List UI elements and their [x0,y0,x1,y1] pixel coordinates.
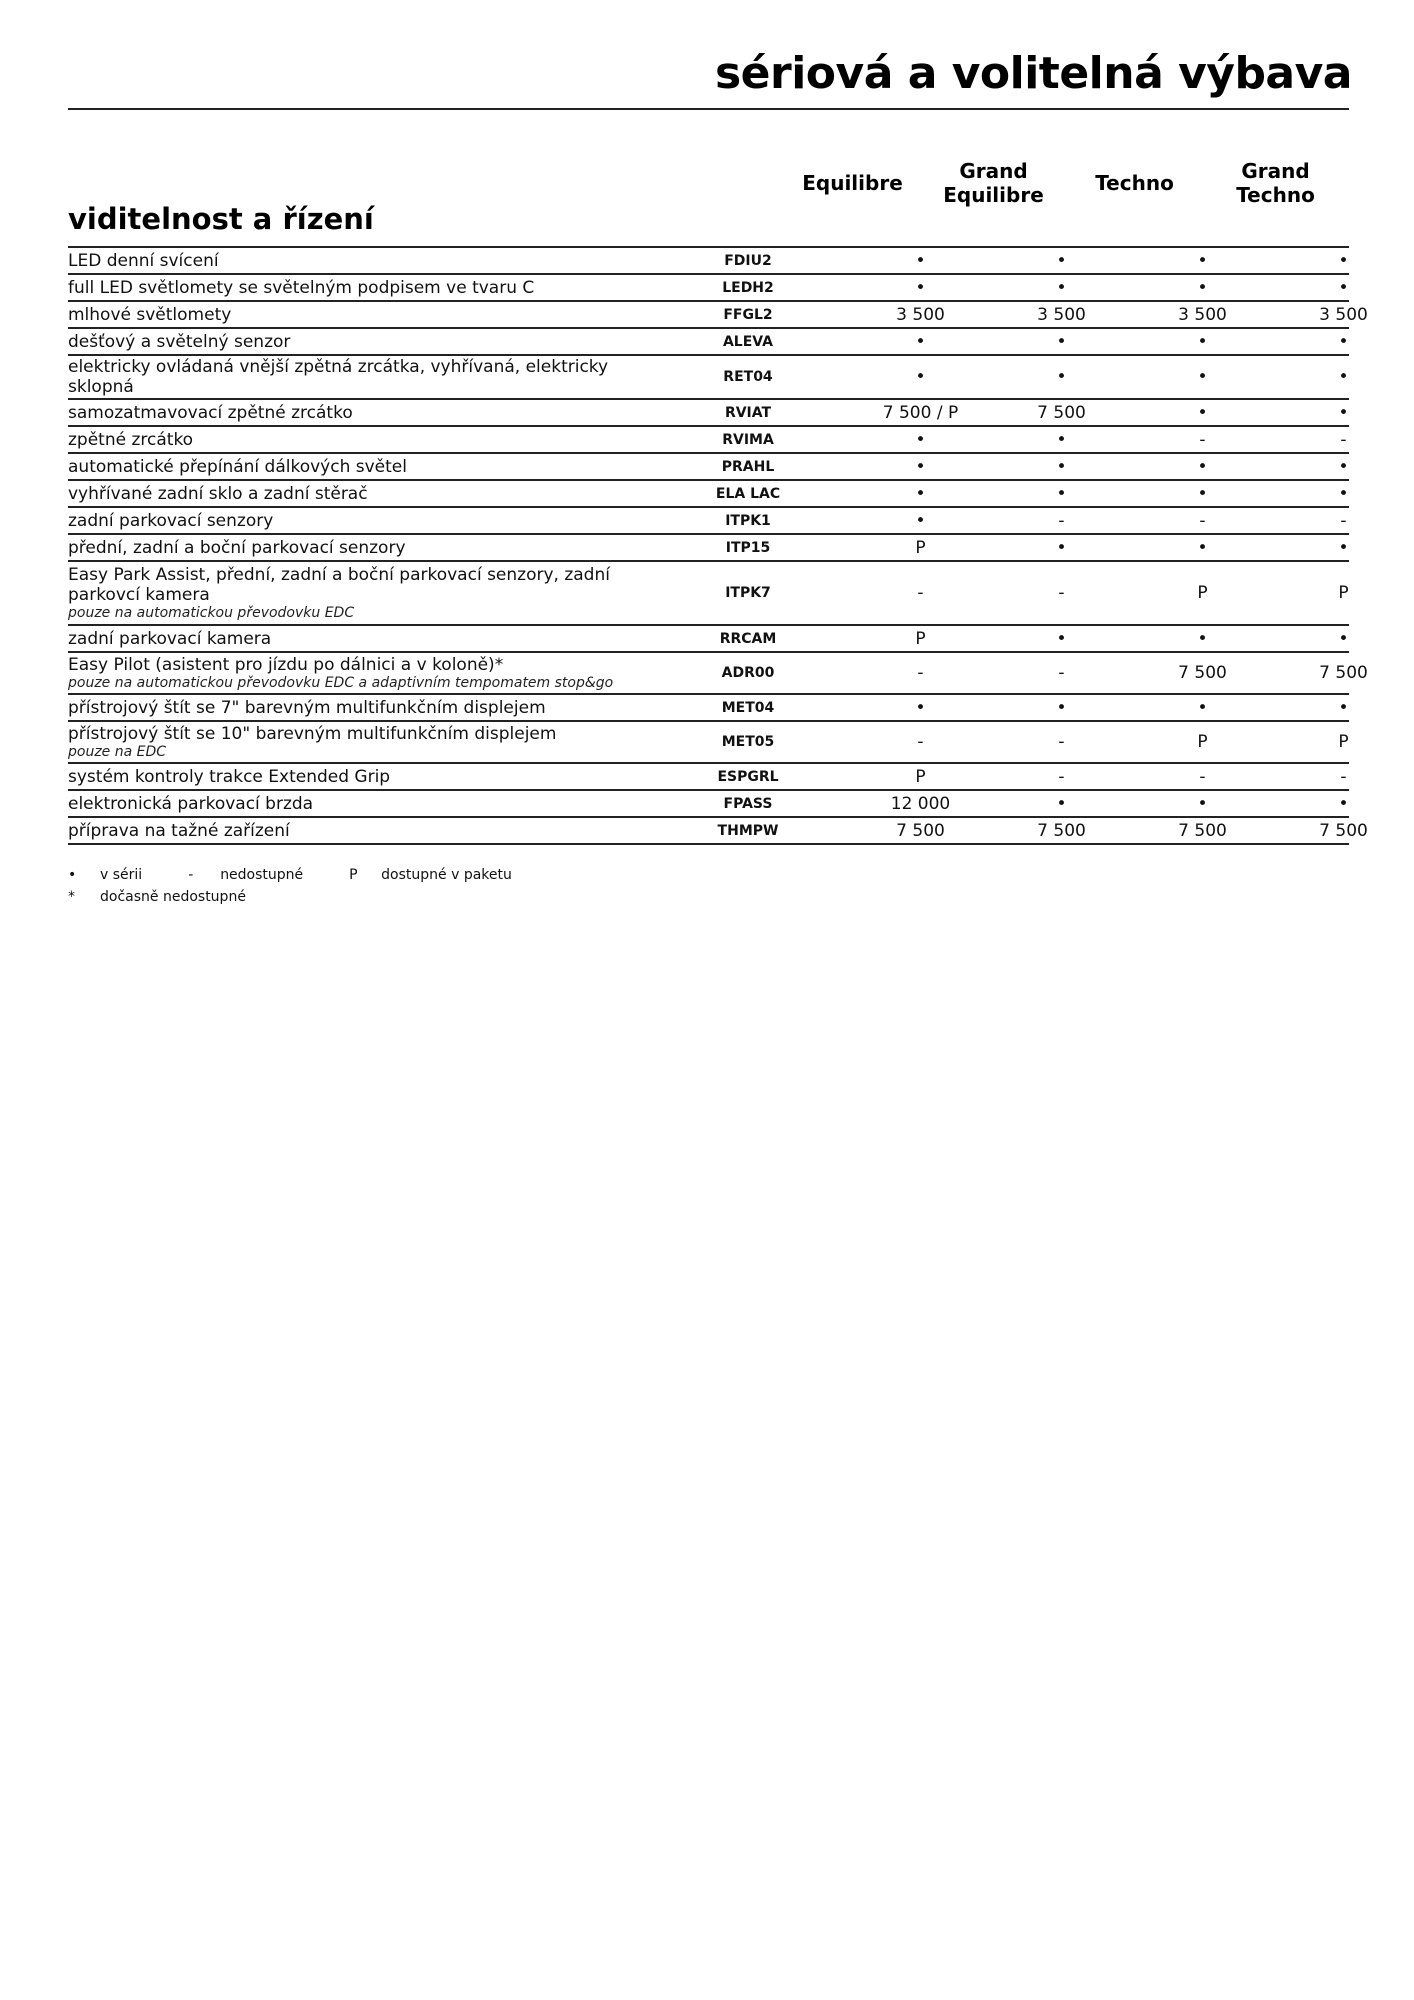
equipment-code: PRAHL [721,458,775,475]
equipment-code: ITPK1 [725,512,771,529]
table-row [68,356,1349,400]
equipment-code: FPASS [723,795,773,812]
equipment-description [68,820,648,842]
table-row [68,275,1349,302]
legend-standard-symbol: • [68,867,77,883]
value-grand-techno: • [1338,456,1349,477]
value-grand-equilibre: • [1056,331,1067,352]
table-row [68,791,1349,818]
value-grand-techno: - [1340,766,1347,787]
value-equilibre: 7 500 [896,820,945,841]
equipment-code: RVIAT [724,404,772,421]
equipment-description [68,537,648,559]
table-row [68,400,1349,427]
value-equilibre: P [915,766,926,787]
equipment-label: elektronická parkovací brzda [68,793,314,814]
title-divider [68,108,1349,110]
value-grand-techno: • [1338,277,1349,298]
value-grand-techno: 7 500 [1319,663,1368,683]
value-techno: • [1197,402,1208,423]
legend-standard-text: v sérii [100,867,143,883]
value-grand-equilibre: 7 500 [1037,820,1086,841]
legend-row [68,886,558,908]
value-grand-techno: - [1340,510,1347,531]
equipment-label: přední, zadní a boční parkovací senzory [68,537,406,558]
equipment-code: FFGL2 [723,306,773,323]
table-row [68,653,1368,695]
equipment-code: LEDH2 [722,279,774,296]
equipment-code: ALEVA [722,333,774,350]
legend-temporary-text: dočasně nedostupné [100,889,246,905]
equipment-code: THMPW [717,822,779,839]
table-row [68,722,1349,764]
value-techno: • [1197,367,1208,387]
value-equilibre: - [917,732,924,752]
equipment-description [68,356,648,398]
value-grand-equilibre: • [1056,250,1067,271]
value-techno: • [1197,793,1208,814]
value-techno: • [1197,277,1208,298]
value-equilibre: 12 000 [890,793,951,814]
equipment-label: full LED světlomety se světelným podpisem ve tvaru C [68,277,535,298]
equipment-note: pouze na automatickou převodovku EDC a adaptivním tempomatem stop&go [68,675,614,691]
equipment-description [68,654,648,692]
legend [68,864,558,908]
table-row [68,562,1349,626]
equipment-label: přístrojový štít se 10" barevným multifunkčním displejem [68,724,557,744]
value-grand-techno: • [1338,483,1349,504]
equipment-label: příprava na tažné zařízení [68,820,290,841]
table-row [68,329,1349,356]
equipment-description [68,331,648,353]
value-techno: - [1199,766,1206,787]
equipment-code: MET04 [721,699,775,716]
equipment-label: automatické přepínání dálkových světel [68,456,407,477]
equipment-code: ADR00 [721,665,775,681]
value-grand-equilibre: • [1056,277,1067,298]
value-techno: • [1197,697,1208,718]
table-row [68,626,1349,653]
value-grand-equilibre: - [1058,583,1065,603]
value-equilibre: • [915,250,926,271]
equipment-label: přístrojový štít se 7" barevným multifunkčním displejem [68,697,546,718]
value-grand-equilibre: • [1056,793,1067,814]
value-grand-equilibre: - [1058,663,1065,683]
value-grand-techno: • [1338,331,1349,352]
value-equilibre: • [915,510,926,531]
value-equilibre: • [915,277,926,298]
equipment-label: dešťový a světelný senzor [68,331,291,352]
equipment-note: pouze na automatickou převodovku EDC [68,605,355,621]
value-grand-techno: • [1338,402,1349,423]
legend-unavailable-text: nedostupné [220,867,304,883]
equipment-code: MET05 [721,734,775,750]
value-equilibre: 3 500 [896,304,945,325]
value-techno: 7 500 [1178,663,1227,683]
value-grand-techno: 7 500 [1319,820,1368,841]
column-header-equilibre: Equilibre [802,171,903,195]
equipment-description [68,628,648,650]
value-grand-techno: • [1338,697,1349,718]
value-equilibre: • [915,367,926,387]
equipment-code: ELA LAC [715,485,781,502]
equipment-description [68,510,648,532]
table-row [68,818,1368,845]
value-grand-equilibre: • [1056,367,1067,387]
page-title: sériová a volitelná výbava [714,48,1352,99]
value-grand-equilibre: • [1056,483,1067,504]
value-grand-techno: • [1338,537,1349,558]
equipment-code: ESPGRL [717,768,779,785]
legend-package-text: dostupné v paketu [381,867,512,883]
value-techno: • [1197,537,1208,558]
equipment-description [68,483,648,505]
table-row [68,695,1349,722]
equipment-description [68,766,648,788]
column-header-techno: Techno [1095,171,1174,195]
column-header-grand-techno: Grand Techno [1236,159,1315,207]
value-equilibre: - [917,583,924,603]
value-grand-techno: • [1338,628,1349,649]
value-techno: 3 500 [1178,304,1227,325]
table-row [68,481,1349,508]
value-grand-equilibre: • [1056,628,1067,649]
equipment-note: pouze na EDC [68,744,167,760]
value-techno: P [1197,583,1208,603]
equipment-description [68,304,648,326]
equipment-description [68,564,648,622]
value-grand-equilibre: - [1058,766,1065,787]
value-grand-equilibre: 7 500 [1037,402,1086,423]
value-techno: • [1197,456,1208,477]
value-grand-equilibre: • [1056,429,1067,450]
table-row [68,302,1368,329]
value-grand-techno: P [1338,583,1349,603]
value-techno: 7 500 [1178,820,1227,841]
equipment-code: ITPK7 [725,585,771,601]
legend-unavailable-symbol: - [188,867,194,883]
value-techno: • [1197,628,1208,649]
table-row [68,454,1349,481]
equipment-label: LED denní svícení [68,250,219,271]
equipment-description [68,429,648,451]
table-row [68,535,1349,562]
value-grand-equilibre: • [1056,697,1067,718]
value-techno: - [1199,429,1206,450]
table-row [68,508,1349,535]
value-grand-techno: • [1338,250,1349,271]
equipment-code: RRCAM [719,630,777,647]
value-techno: P [1197,732,1208,752]
equipment-label: Easy Pilot (asistent pro jízdu po dálnici a v koloně)* [68,655,504,675]
equipment-label: Easy Park Assist, přední, zadní a boční parkovací senzory, zadní parkovcí kamera [68,565,610,605]
value-equilibre: • [915,429,926,450]
value-equilibre: • [915,483,926,504]
equipment-code: RVIMA [722,431,774,448]
equipment-label: mlhové světlomety [68,304,232,325]
value-grand-techno: - [1340,429,1347,450]
table-row [68,764,1349,791]
column-header-grand-equilibre: Grand Equilibre [943,159,1044,207]
legend-package-symbol: P [349,867,358,883]
equipment-label: zpětné zrcátko [68,429,194,450]
table-row [68,427,1349,454]
value-equilibre: P [915,537,926,558]
equipment-description [68,250,648,272]
equipment-description [68,456,648,478]
value-grand-techno: • [1338,367,1349,387]
legend-temporary-symbol: * [68,889,75,905]
value-equilibre: 7 500 / P [882,402,959,423]
equipment-description [68,793,648,815]
legend-row [68,864,558,886]
equipment-label: zadní parkovací senzory [68,510,274,531]
value-equilibre: • [915,456,926,477]
equipment-description [68,277,648,299]
table-row [68,248,1349,275]
equipment-code: RET04 [723,369,773,385]
value-equilibre: - [917,663,924,683]
value-grand-techno: 3 500 [1319,304,1368,325]
value-techno: • [1197,250,1208,271]
equipment-description [68,402,648,424]
equipment-label: elektricky ovládaná vnější zpětná zrcátka, vyhřívaná, elektricky sklopná [68,357,609,397]
value-techno: • [1197,483,1208,504]
value-grand-equilibre: - [1058,510,1065,531]
value-equilibre: • [915,331,926,352]
equipment-label: vyhřívané zadní sklo a zadní stěrač [68,483,368,504]
value-techno: • [1197,331,1208,352]
value-grand-techno: • [1338,793,1349,814]
equipment-table [68,246,1368,845]
value-grand-equilibre: • [1056,537,1067,558]
value-equilibre: P [915,628,926,649]
value-grand-equilibre: • [1056,456,1067,477]
value-techno: - [1199,510,1206,531]
equipment-description [68,723,648,761]
table-header [68,150,1349,246]
equipment-label: zadní parkovací kamera [68,628,272,649]
section-title: viditelnost a řízení [68,202,374,236]
value-equilibre: • [915,697,926,718]
equipment-label: samozatmavovací zpětné zrcátko [68,402,353,423]
equipment-description [68,697,648,719]
value-grand-equilibre: 3 500 [1037,304,1086,325]
equipment-code: ITP15 [725,539,771,556]
equipment-label: systém kontroly trakce Extended Grip [68,766,391,787]
value-grand-equilibre: - [1058,732,1065,752]
value-grand-techno: P [1338,732,1349,752]
equipment-code: FDIU2 [724,252,772,269]
